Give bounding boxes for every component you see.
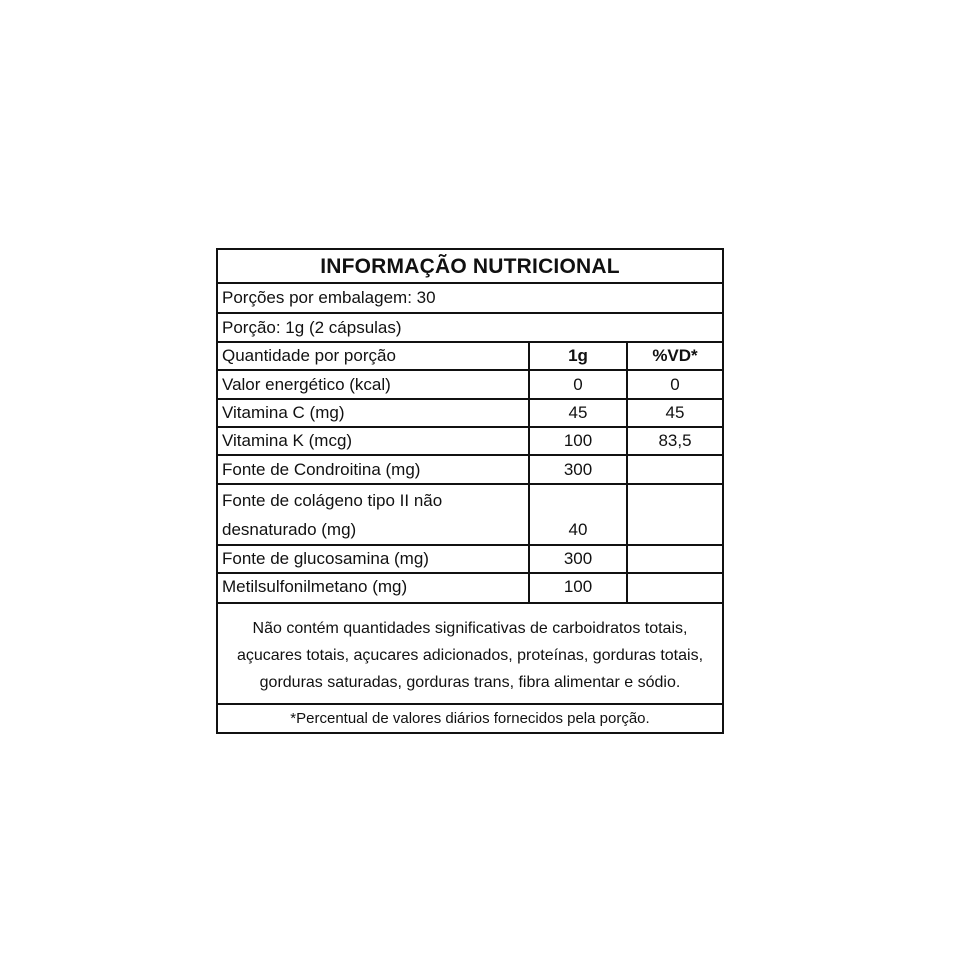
row-name: Vitamina C (mg) xyxy=(218,400,530,426)
daily-value-footnote: *Percentual de valores diários fornecidos pela porção. xyxy=(290,710,650,727)
row-vd: 0 xyxy=(670,375,680,394)
row-vd xyxy=(628,485,722,544)
table-row xyxy=(218,546,722,574)
row-vd xyxy=(628,456,722,483)
serving-size: Porção: 1g (2 cápsulas) xyxy=(218,314,722,343)
row-name: Vitamina K (mcg) xyxy=(218,428,530,454)
row-name: Valor energético (kcal) xyxy=(218,371,530,398)
row-name: Fonte de Condroitina (mg) xyxy=(218,456,530,483)
header-vd: %VD* xyxy=(652,346,698,365)
row-vd xyxy=(628,574,722,602)
table-title: INFORMAÇÃO NUTRICIONAL xyxy=(218,250,722,284)
nutrient-disclaimer xyxy=(218,604,722,705)
row-name: Metilsulfonilmetano (mg) xyxy=(218,574,530,602)
table-row xyxy=(218,574,722,604)
table-row xyxy=(218,485,722,546)
row-qty: 300 xyxy=(530,546,628,572)
row-name: Fonte de glucosamina (mg) xyxy=(218,546,530,572)
row-qty: 300 xyxy=(530,456,628,483)
row-qty: 100 xyxy=(530,574,628,602)
row-vd: 83,5 xyxy=(658,431,692,450)
table-row xyxy=(218,456,722,485)
disclaimer-line: açucares totais, açucares adicionados, proteínas, gorduras totais, xyxy=(236,647,704,664)
row-vd: 45 xyxy=(665,403,685,422)
row-name: Fonte de colágeno tipo II não desnaturado (mg) xyxy=(218,485,530,544)
servings-per-package: Porções por embalagem: 30 xyxy=(218,284,722,314)
row-qty: 0 xyxy=(530,371,628,398)
table-row xyxy=(218,428,722,456)
row-qty: 100 xyxy=(530,428,628,454)
header-qty: 1g xyxy=(530,343,628,369)
disclaimer-line: gorduras saturadas, gorduras trans, fibra alimentar e sódio. xyxy=(259,674,681,691)
table-row xyxy=(218,371,722,400)
nutrition-facts-table xyxy=(216,248,724,734)
disclaimer-line: Não contém quantidades significativas de carboidratos totais, xyxy=(252,620,688,637)
row-qty: 45 xyxy=(530,400,628,426)
row-qty: 40 xyxy=(530,485,628,544)
header-name: Quantidade por porção xyxy=(218,343,530,369)
table-row xyxy=(218,400,722,428)
row-vd xyxy=(628,546,722,572)
table-header-row xyxy=(218,343,722,371)
